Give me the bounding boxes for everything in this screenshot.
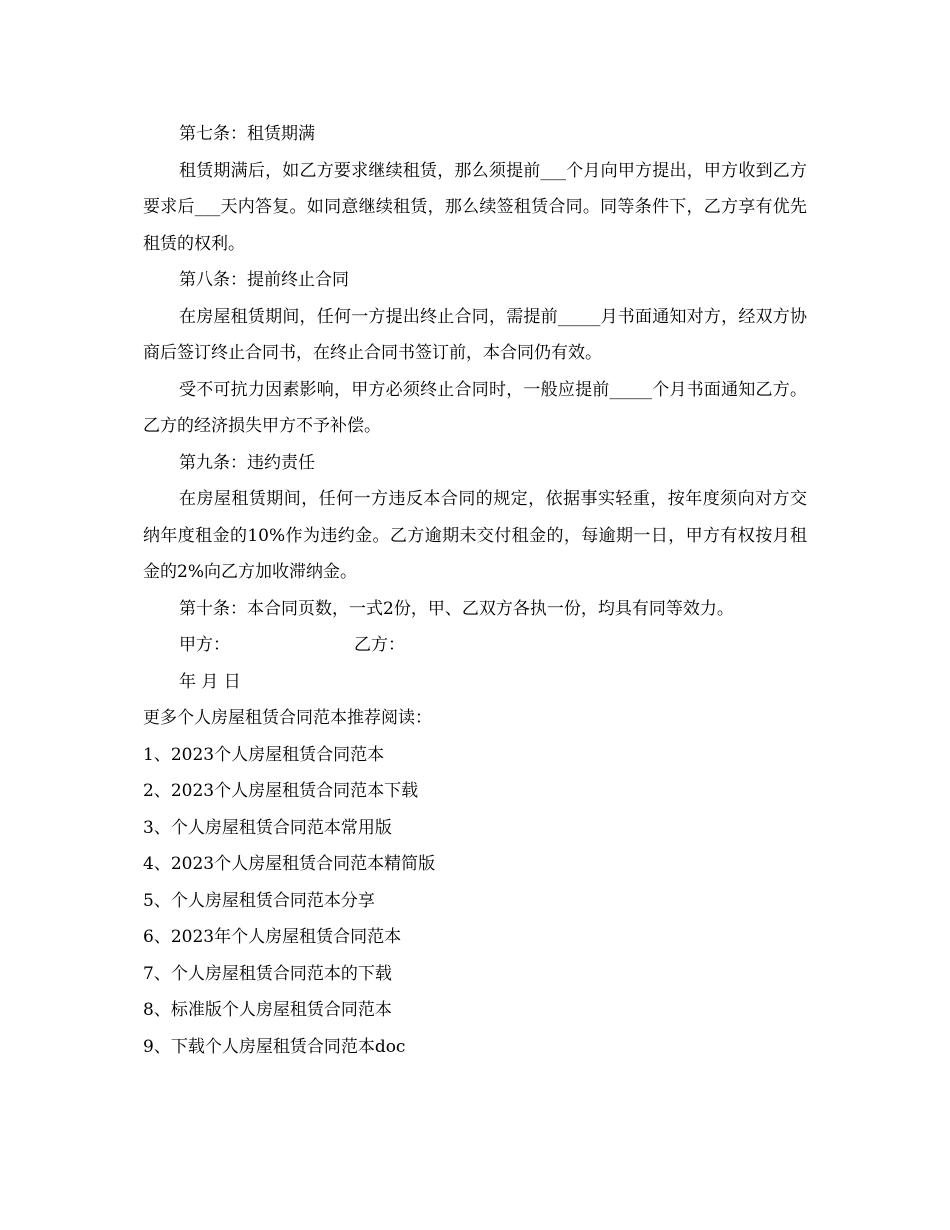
- article-10-text: 第十条：本合同页数，一式2份，甲、乙双方各执一份，均具有同等效力。: [179, 598, 734, 619]
- signature-date: 年 月 日: [179, 671, 241, 692]
- related-link-8[interactable]: 8、标准版个人房屋租赁合同范本: [143, 1000, 392, 1020]
- related-link-3[interactable]: 3、个人房屋租赁合同范本常用版: [143, 817, 392, 838]
- article-7-body: 租赁期满后，如乙方要求继续租赁，那么须提前___个月向甲方提出，甲方收到乙方要求后___天内答复。如同意继续租赁，那么续签租赁合同。同等条件下，乙方享有优先租赁的权利。: [143, 160, 807, 254]
- article-7-title: 第七条：租赁期满: [179, 124, 315, 144]
- party-a-label: 甲方：: [179, 635, 230, 655]
- related-link-7[interactable]: 7、个人房屋租赁合同范本的下载: [143, 963, 392, 984]
- party-b-label: 乙方：: [354, 635, 405, 655]
- article-8-title: 第八条：提前终止合同: [179, 270, 349, 290]
- signature-parties: [143, 627, 807, 664]
- article-9-title: 第九条：违约责任: [179, 452, 315, 473]
- article-8-paragraph-1: 在房屋租赁期间，任何一方提出终止合同，需提前_____月书面通知对方，经双方协商后签订终止合同书，在终止合同书签订前，本合同仍有效。: [143, 306, 807, 363]
- related-link-9[interactable]: 9、下载个人房屋租赁合同范本doc: [143, 1036, 406, 1057]
- article-9-body: 在房屋租赁期间，任何一方违反本合同的规定，依据事实轻重，按年度须向对方交纳年度租金的10%作为违约金。乙方逾期未交付租金的，每逾期一日，甲方有权按月租金的2%向乙方加收滞纳金。: [143, 489, 807, 582]
- related-link-1[interactable]: 1、2023个人房屋租赁合同范本: [143, 744, 385, 765]
- article-8-paragraph-2: 受不可抗力因素影响，甲方必须终止合同时，一般应提前_____个月书面通知乙方。乙方的经济损失甲方不予补偿。: [143, 379, 807, 436]
- related-link-5[interactable]: 5、个人房屋租赁合同范本分享: [143, 890, 375, 911]
- related-link-4[interactable]: 4、2023个人房屋租赁合同范本精简版: [143, 854, 436, 874]
- related-link-2[interactable]: 2、2023个人房屋租赁合同范本下载: [143, 781, 419, 801]
- more-reading-heading: 更多个人房屋租赁合同范本推荐阅读：: [143, 708, 432, 728]
- related-link-6[interactable]: 6、2023年个人房屋租赁合同范本: [143, 927, 402, 947]
- document-body: [143, 116, 807, 1065]
